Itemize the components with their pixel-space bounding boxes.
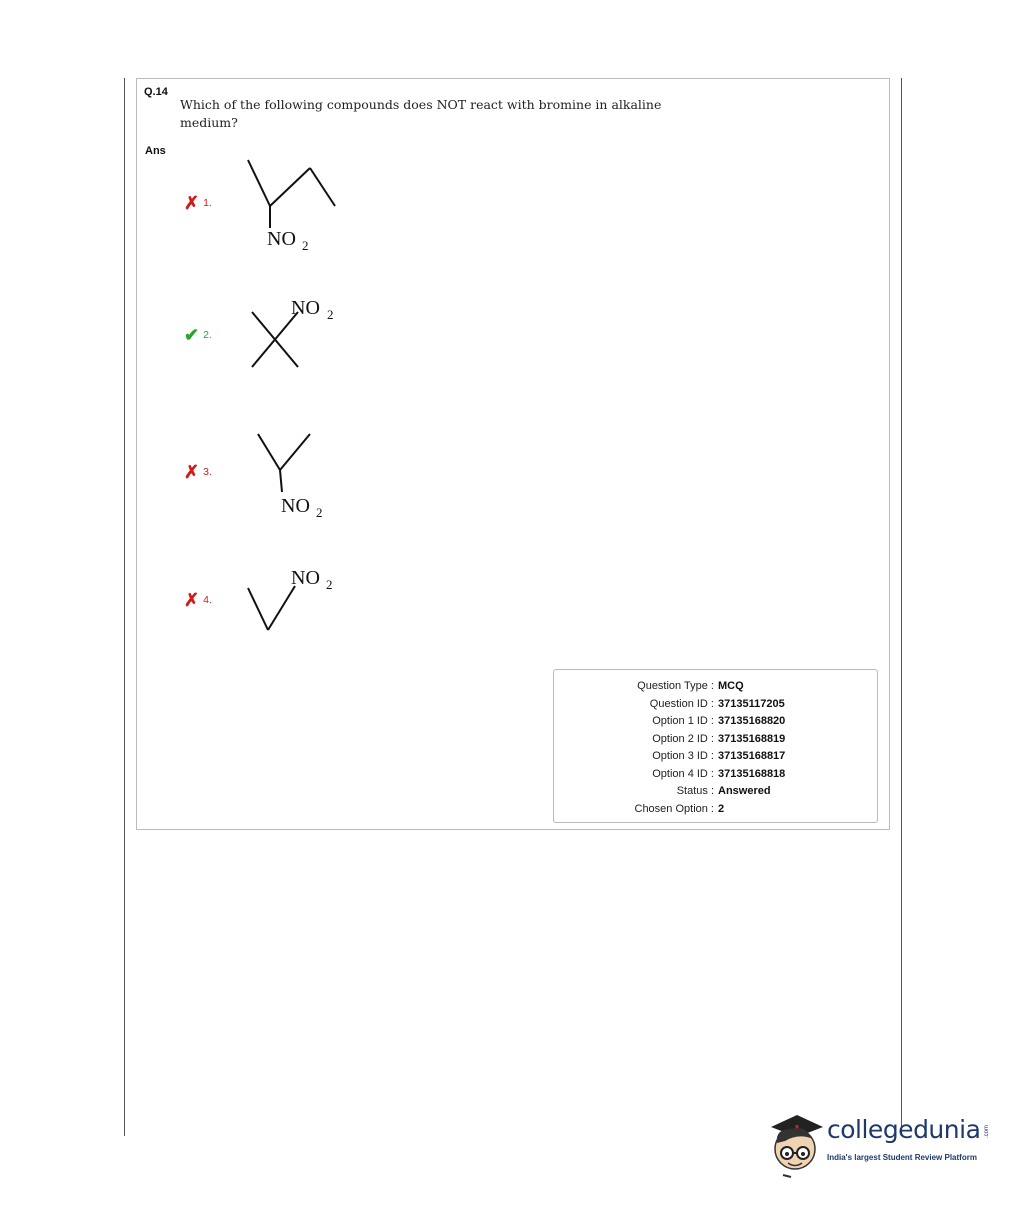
- option-2-structure: [240, 290, 350, 380]
- info-value: MCQ: [718, 680, 744, 692]
- option-number: 2.: [203, 329, 212, 341]
- option-1-group-label: NO: [267, 228, 296, 250]
- page-border-right: [901, 78, 902, 1136]
- wrong-mark-icon: ✗: [184, 193, 200, 213]
- logo-wordmark: collegedunia: [827, 1115, 981, 1144]
- option-number: 1.: [203, 197, 212, 209]
- question-info-panel: [553, 669, 878, 823]
- option-4: [184, 590, 212, 610]
- info-label: Status :: [676, 785, 714, 797]
- option-2-subscript: 2: [327, 307, 334, 322]
- check-mark-icon: ✔: [184, 325, 200, 345]
- info-label: Question Type :: [637, 680, 714, 692]
- option-number: 3.: [203, 466, 212, 478]
- option-1-subscript: 2: [302, 238, 309, 253]
- info-value: 37135168818: [718, 768, 786, 780]
- option-3-structure: [250, 430, 350, 525]
- option-2: [184, 325, 212, 345]
- option-4-subscript: 2: [326, 577, 333, 592]
- info-value: 37135168817: [718, 750, 786, 762]
- info-value: 37135168820: [718, 715, 786, 727]
- question-number: Q.14: [144, 86, 168, 98]
- wrong-mark-icon: ✗: [184, 462, 200, 482]
- option-4-structure: [240, 560, 350, 640]
- info-label: Option 2 ID :: [652, 733, 714, 745]
- wrong-mark-icon: ✗: [184, 590, 200, 610]
- option-3-subscript: 2: [316, 505, 323, 520]
- info-label: Chosen Option :: [634, 803, 714, 815]
- option-2-group-label: NO: [291, 297, 320, 319]
- option-number: 4.: [203, 594, 212, 606]
- page-border-left: [124, 78, 125, 1136]
- mascot-icon: [765, 1103, 827, 1183]
- option-3-group-label: NO: [281, 495, 310, 517]
- question-text: Which of the following compounds does NOT react with bromine in alkaline medium?: [180, 97, 662, 130]
- info-label: Option 1 ID :: [652, 715, 714, 727]
- option-3: [184, 462, 212, 482]
- option-1: [184, 193, 212, 213]
- collegedunia-logo: [765, 1103, 995, 1183]
- option-1-structure: [240, 158, 350, 258]
- logo-tagline: India's largest Student Review Platform: [827, 1153, 977, 1162]
- info-label: Option 4 ID :: [652, 768, 714, 780]
- info-value: 2: [718, 803, 725, 815]
- info-value: 37135117205: [718, 698, 785, 710]
- answer-label: Ans: [145, 145, 166, 157]
- info-value: 37135168819: [718, 733, 786, 745]
- option-4-group-label: NO: [291, 567, 320, 589]
- info-label: Option 3 ID :: [652, 750, 714, 762]
- logo-suffix: .com: [984, 1125, 990, 1139]
- info-value: Answered: [718, 785, 771, 797]
- info-label: Question ID :: [649, 698, 714, 710]
